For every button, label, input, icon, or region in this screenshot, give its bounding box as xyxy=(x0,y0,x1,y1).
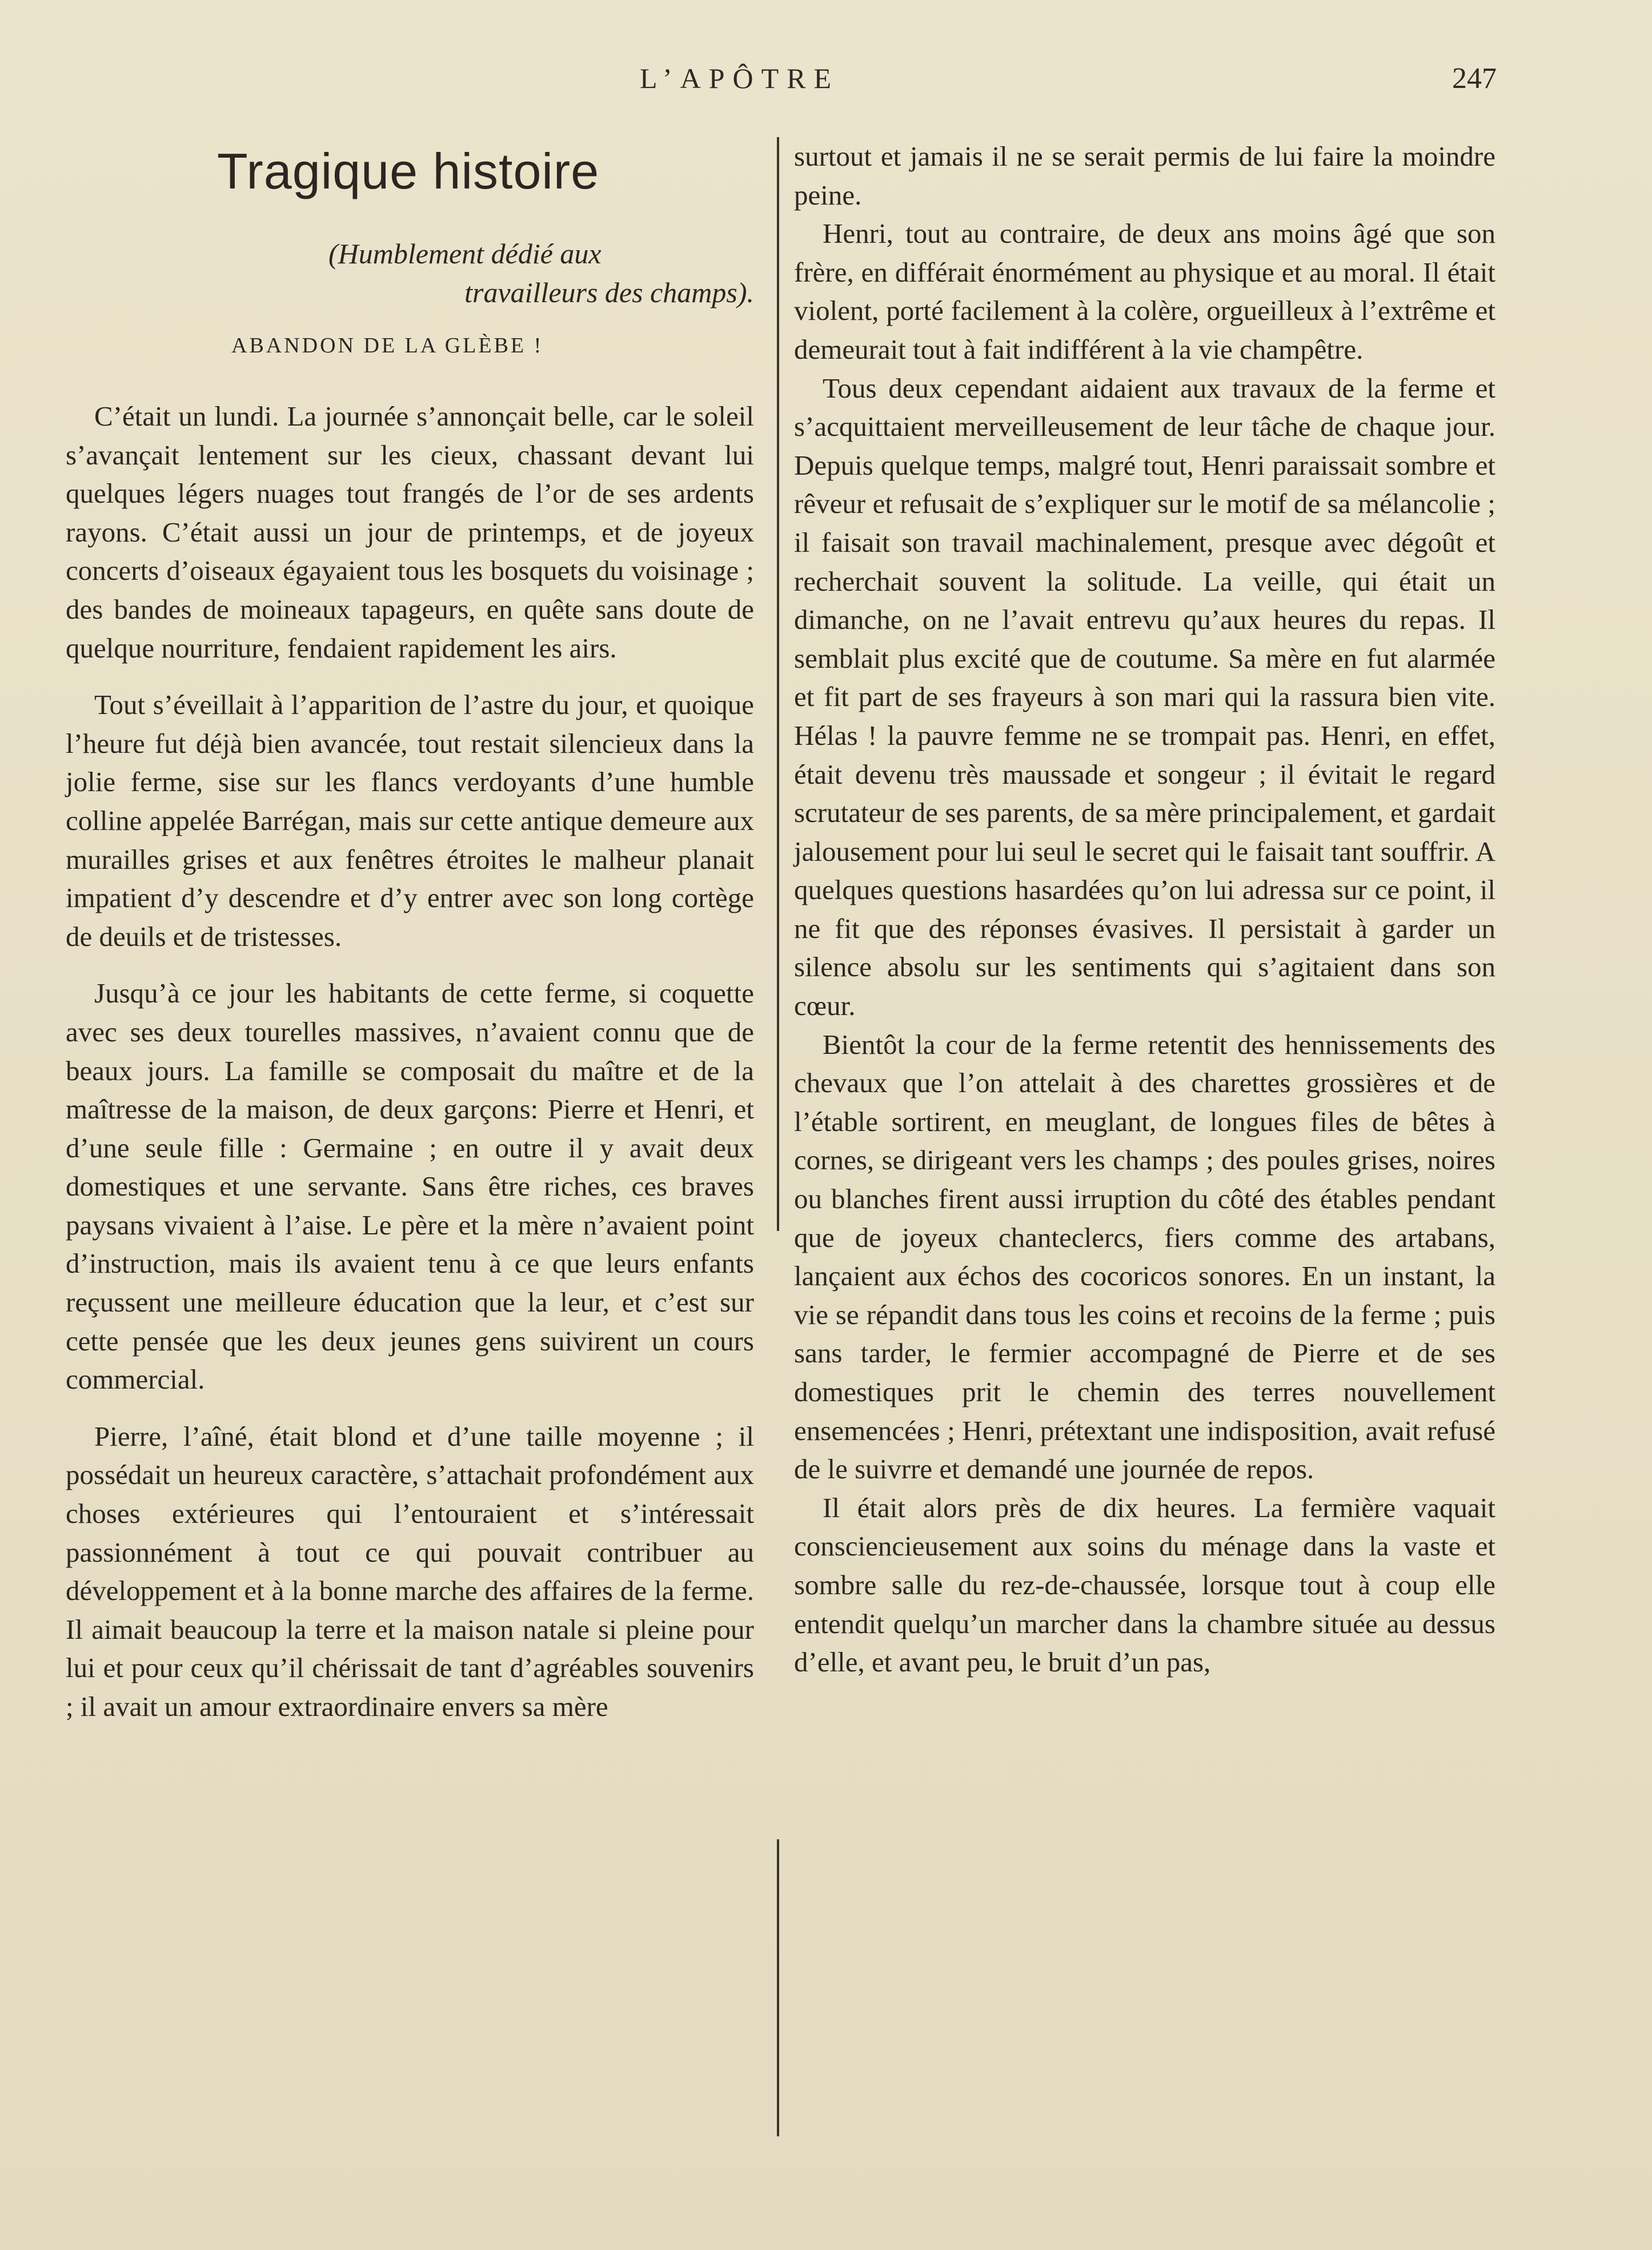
running-head xyxy=(0,62,1652,102)
paragraph: Pierre, l’aîné, était blond et d’une taille moyenne ; il possédait un heureux caractère, s’attachait profondément aux choses extérieures qui l’entouraient et s’intéressait passionnément à tout ce qui pouvait contribuer au développement et à la bonne marche des affaires de la ferme. Il aimait beaucoup la terre et la maison natale si pleine pour lui et pour ceux qu’il chérissait de tant d’agréables souvenirs ; il avait un amour extraordinaire envers sa mère xyxy=(66,1420,754,1722)
paragraph: Jusqu’à ce jour les habitants de cette ferme, si coquette avec ses deux tourelles massives, n’avaient connu que de beaux jours. La famille se composait du maître et de la maîtresse de la maison, de deux garçons: Pierre et Henri, et d’une seule fille : Germaine ; en outre il y avait deux domestiques et une servante. Sans être riches, ces braves paysans vivaient à l’aise. Le père et la mère n’avaient point d’instruction, mais ils avaient tenu à ce que leurs enfants reçussent une meilleure éducation que la leur, et c’est sur cette pensée que les deux jeunes gens suivirent un cours commercial. xyxy=(66,977,754,1395)
column-divider-lower xyxy=(777,1839,779,2136)
page-number: 247 xyxy=(1452,62,1497,95)
article-title: Tragique histoire xyxy=(217,143,600,199)
dedication-line-1: (Humblement dédié aux xyxy=(328,238,602,270)
column-divider xyxy=(777,137,779,1231)
paragraph: Henri, tout au contraire, de deux ans moins âgé que son frère, en différait énormément au physique et au moral. Il était violent, porté facilement à la colère, orgueilleux à l’extrême et demeurait tout à fait indifférent à la vie champêtre. xyxy=(794,218,1495,365)
section-heading: ABANDON DE LA GLÈBE ! xyxy=(231,334,544,358)
paragraph: Il était alors près de dix heures. La fermière vaquait consciencieusement aux soins du ménage dans la vaste et sombre salle du rez-de-chaussée, lorsque tout à coup elle entendit quelqu’un marcher dans la chambre située au dessus d’elle, et avant peu, le bruit d’un pas, xyxy=(794,1491,1495,1678)
paragraph: Tout s’éveillait à l’apparition de l’astre du jour, et quoique l’heure fut déjà bien avancée, tout restait silencieux dans la jolie ferme, sise sur les flancs verdoyants d’une humble colline appelée Barrégan, mais sur cette antique demeure aux murailles grises et aux fenêtres étroites le malheur planait impatient d’y descendre et d’y entrer avec son long cortège de deuils et de tristesses. xyxy=(66,689,754,952)
running-title: L’APÔTRE xyxy=(640,62,840,94)
paragraph: Tous deux cependant aidaient aux travaux de la ferme et s’acquittaient merveilleusement de leur tâche de chaque jour. Depuis quelque temps, malgré tout, Henri paraissait sombre et rêveur et refusait de s’expliquer sur le motif de sa mélancolie ; il faisait son travail machinalement, presque avec dégoût et recherchait souvent la solitude. La veille, qui était un dimanche, on ne l’avait entrevu qu’aux heures du repas. Il semblait plus excité que de coutume. Sa mère en fut alarmée et fit part de ses frayeurs à son mari qui la rassura bien vite. Hélas ! la pauvre femme ne se trompait pas. Henri, en effet, était devenu très maussade et songeur ; il évitait le regard scrutateur de ses parents, de sa mère principalement, et gardait jalousement pour lui seul le secret qui le faisait tant souffrir. A quelques questions hasardées qu’on lui adressa sur ce point, il ne fit que des réponses évasives. Il persistait à garder un silence absolu sur les sentiments qui s’agitaient dans son cœur. xyxy=(794,372,1495,1022)
paragraph: Bientôt la cour de la ferme retentit des hennissements des chevaux que l’on attelait à des charettes grossières et de l’étable sortirent, en meuglant, de longues files de bêtes à cornes, se dirigeant vers les champs ; des poules grises, noires ou blanches firent aussi irruption du côté des étables pendant que de joyeux chanteclercs, fiers comme des artabans, lançaient aux échos des cocoricos sonores. En un instant, la vie se répandit dans tous les coins et recoins de la ferme ; puis sans tarder, le fermier accompagné de Pierre et de ses domestiques prit le chemin des terres nouvellement ensemencées ; Henri, prétextant une indisposition, avait refusé de le suivrre et demandé une journée de repos. xyxy=(794,1028,1495,1485)
dedication-line-2: travailleurs des champs). xyxy=(464,276,754,308)
right-column xyxy=(794,137,1495,1682)
paragraph-continued: surtout et jamais il ne se serait permis de lui faire la moindre peine. xyxy=(794,141,1495,211)
left-column xyxy=(66,143,754,1744)
dedication xyxy=(66,234,754,323)
paragraph: C’était un lundi. La journée s’annonçait belle, car le soleil s’avançait lentement sur les cieux, chassant devant lui quelques légers nuages tout frangés de l’or de ses ardents rayons. C’était aussi un jour de printemps, et de joyeux concerts d’oiseaux égayaient tous les bosquets du voisinage ; des bandes de moineaux tapageurs, en quête sans doute de quelque nourriture, fendaient rapidement les airs. xyxy=(66,400,754,664)
